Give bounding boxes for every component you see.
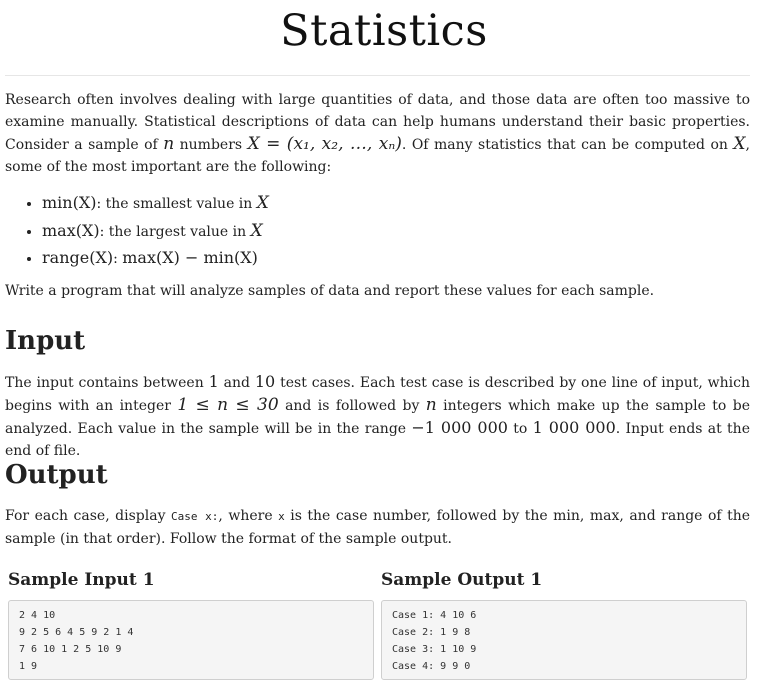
output-format-code: Case x: xyxy=(170,510,219,523)
sample-output-line: Case 2: 1 9 8 xyxy=(392,627,471,638)
output-var-code: x xyxy=(278,510,285,523)
sample-input-line: 9 2 5 6 4 5 9 2 1 4 xyxy=(19,627,134,638)
intro-sample-def: X = (x₁, x₂, …, xₙ) xyxy=(247,134,402,154)
list-item xyxy=(42,218,269,246)
input-range-low: −1 000 000 xyxy=(411,418,508,437)
sample-input-line: 1 9 xyxy=(19,661,38,672)
sample-output-line: Case 3: 1 10 9 xyxy=(392,644,477,655)
stat-desc: : the smallest value in xyxy=(96,196,257,212)
stat-name: range(X) xyxy=(42,248,114,267)
sample-output-line: Case 1: 4 10 6 xyxy=(392,610,477,621)
sample-input-box[interactable] xyxy=(8,600,374,680)
output-heading: Output xyxy=(5,460,108,490)
page-title: Statistics xyxy=(280,6,488,56)
stat-desc: : the largest value in xyxy=(99,223,251,240)
output-text: , where xyxy=(218,508,279,524)
title-divider xyxy=(5,75,750,76)
output-paragraph xyxy=(5,505,750,550)
sample-input-line: 7 6 10 1 2 5 10 9 xyxy=(19,644,122,655)
stat-name: min(X) xyxy=(42,193,97,212)
list-item xyxy=(42,190,269,218)
output-text: For each case, display xyxy=(5,508,171,524)
intro-var-x: X xyxy=(733,134,746,154)
intro-text-b: numbers xyxy=(174,137,248,153)
input-text: integers which make up the sample to be analyzed. Each value in the sample will be in the range xyxy=(5,398,750,437)
input-text: to xyxy=(507,421,533,437)
input-text: test cases. Each test case is described by one line of input, which begins with an integer xyxy=(5,375,751,414)
sample-output-heading: Sample Output 1 xyxy=(381,570,543,590)
stat-name: max(X) xyxy=(42,220,100,240)
output-text: is the case number, followed by the min, max, and range of the sample (in that order). Follow the format of the sample output. xyxy=(5,508,750,547)
sample-output-box[interactable] xyxy=(381,600,747,680)
sample-output-line: Case 4: 9 9 0 xyxy=(392,661,471,672)
intro-text-d: , some of the most important are the following: xyxy=(5,137,750,175)
stat-desc: : xyxy=(113,251,123,267)
input-text: and xyxy=(218,375,255,391)
intro-paragraph xyxy=(5,89,750,178)
input-max-cases: 10 xyxy=(254,372,276,391)
input-range-high: 1 000 000 xyxy=(532,418,616,437)
sample-input-line: 2 4 10 xyxy=(19,610,56,621)
input-text: . Input ends at the end of file. xyxy=(5,421,750,459)
statistics-list xyxy=(22,190,269,273)
stat-var: X xyxy=(250,220,263,241)
input-var-n: n xyxy=(425,395,437,415)
sample-input-heading: Sample Input 1 xyxy=(8,570,155,590)
intro-text-a: Research often involves dealing with large quantities of data, and those data are often too massive to examine manually. Statistical descriptions of data can help humans understand their basic properties. Consider a sample of xyxy=(5,92,750,153)
intro-var-n: n xyxy=(163,134,175,154)
input-min-cases: 1 xyxy=(208,372,219,391)
list-item xyxy=(42,245,269,273)
input-text: and is followed by xyxy=(278,398,426,414)
input-heading: Input xyxy=(5,326,86,356)
input-constraint: 1 ≤ n ≤ 30 xyxy=(177,395,279,415)
stat-var: max(X) − min(X) xyxy=(122,248,258,267)
input-paragraph xyxy=(5,371,750,462)
input-text: The input contains between xyxy=(5,375,209,391)
intro-text-c: . Of many statistics that can be computed on xyxy=(401,137,734,153)
stat-var: X xyxy=(256,193,269,213)
task-paragraph: Write a program that will analyze samples of data and report these values for each sample. xyxy=(5,283,655,299)
